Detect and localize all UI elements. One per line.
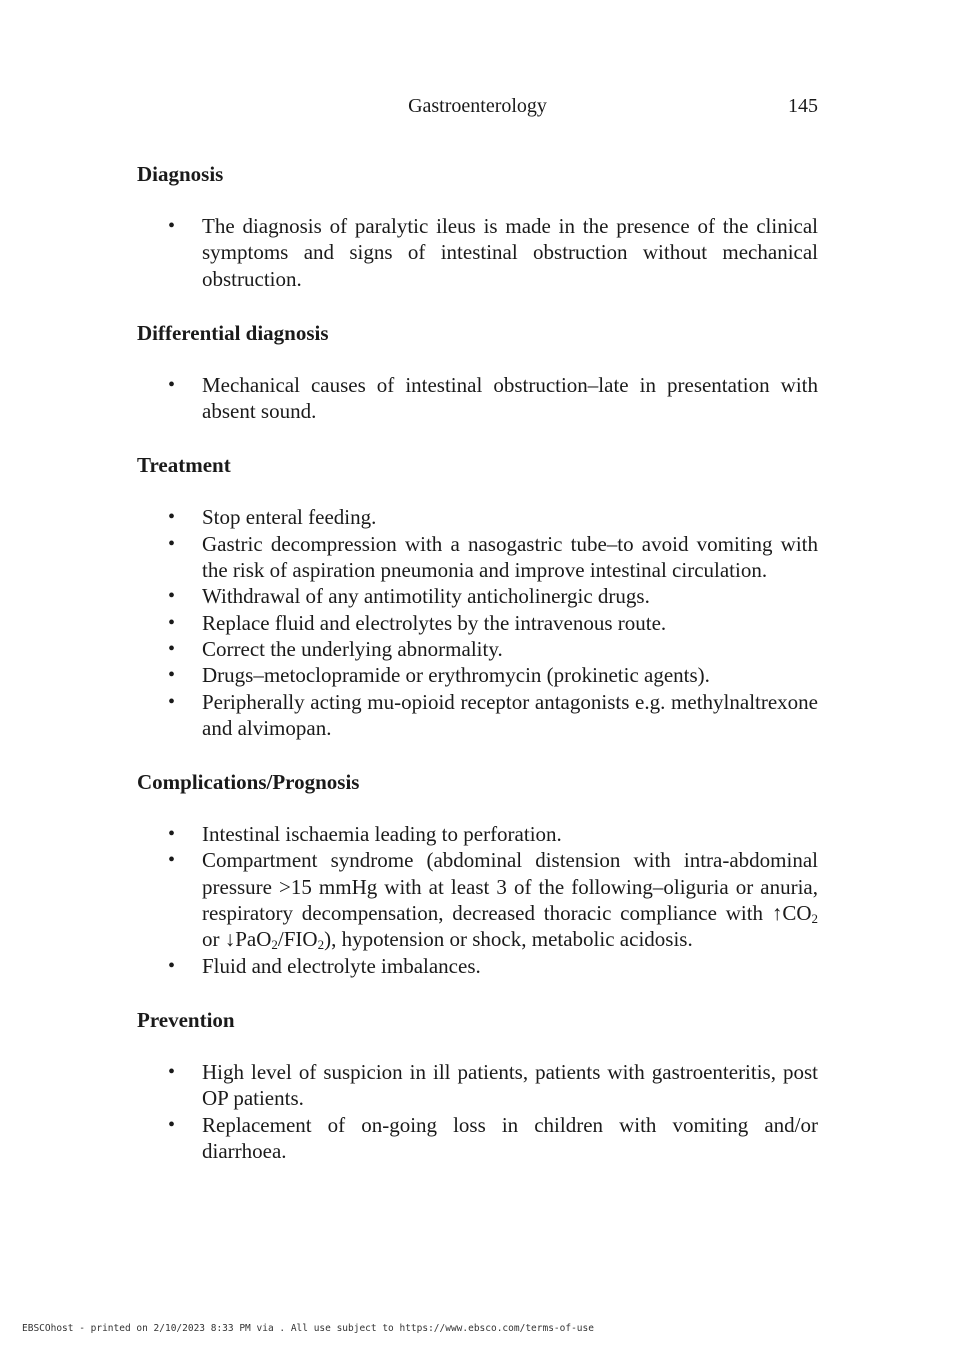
- bullet-icon: •: [168, 1060, 176, 1083]
- section-heading: Treatment: [137, 453, 231, 478]
- list-item-text: Peripherally acting mu-opioid receptor antagonists e.g. methylnaltrexone and alvimopan.: [202, 689, 818, 740]
- bullet-icon: •: [168, 532, 176, 555]
- list-item-text: Replacement of on-going loss in children with vomiting and/or diarrhoea.: [202, 1112, 818, 1163]
- bullet-icon: •: [168, 823, 176, 846]
- bullet-icon: •: [168, 664, 176, 687]
- bullet-icon: •: [168, 611, 176, 634]
- list-item-text: Fluid and electrolyte imbalances.: [202, 953, 481, 978]
- running-title: Gastroenterology: [408, 95, 547, 117]
- list-item-text: Drugs–metoclopramide or erythromycin (prokinetic agents).: [202, 663, 710, 688]
- bullet-list: [137, 213, 818, 292]
- bullet-icon: •: [168, 373, 176, 396]
- section-heading: Differential diagnosis: [137, 320, 329, 345]
- page-number: 145: [788, 95, 818, 117]
- list-item: [137, 583, 818, 609]
- list-item-text: The diagnosis of paralytic ileus is made in the presence of the clinical symptoms and signs of intestinal obstruction without mechanical obstruction.: [202, 214, 818, 291]
- bullet-icon: •: [168, 849, 176, 872]
- list-item: [137, 953, 818, 979]
- list-item-text: Stop enteral feeding.: [202, 505, 377, 530]
- section-diagnosis: [137, 160, 818, 292]
- section-complications-prognosis: [137, 768, 818, 979]
- section-heading: Complications/Prognosis: [137, 770, 360, 795]
- section-differential-diagnosis: [137, 319, 818, 425]
- list-item-text: Replace fluid and electrolytes by the intravenous route.: [202, 610, 667, 635]
- list-item: [137, 1059, 818, 1112]
- section-heading: Prevention: [137, 1007, 235, 1032]
- list-item: [137, 504, 818, 530]
- bullet-list: [137, 821, 818, 979]
- running-header: [0, 95, 955, 123]
- section-heading: Diagnosis: [137, 162, 224, 186]
- list-item: [137, 1112, 818, 1165]
- list-item: [137, 531, 818, 584]
- list-item-text: Mechanical causes of intestinal obstruction–late in presentation with absent sound.: [202, 372, 818, 424]
- bullet-icon: •: [168, 215, 176, 237]
- print-footer: EBSCOhost - printed on 2/10/2023 8:33 PM via . All use subject to https://www.ebsco.com/terms-of-use: [22, 1323, 594, 1334]
- list-item-text: High level of suspicion in ill patients, patients with gastroenteritis, post OP patients.: [202, 1059, 818, 1111]
- bullet-list: [137, 1059, 818, 1164]
- list-item-text: Correct the underlying abnormality.: [202, 636, 503, 661]
- list-item: [137, 372, 818, 425]
- section-treatment: [137, 451, 818, 741]
- bullet-icon: •: [168, 637, 176, 660]
- list-item: [137, 821, 818, 847]
- list-item-text: Intestinal ischaemia leading to perforation.: [202, 822, 562, 847]
- bullet-list: [137, 372, 818, 425]
- list-item: [137, 847, 818, 952]
- list-item-text: Gastric decompression with a nasogastric tube–to avoid vomiting with the risk of aspiration pneumonia and improve intestinal circulation.: [202, 531, 818, 583]
- list-item: [137, 213, 818, 292]
- page-content: [137, 160, 818, 1191]
- list-item: [137, 662, 818, 688]
- list-item: [137, 610, 818, 636]
- list-item-text: Withdrawal of any antimotility anticholinergic drugs.: [202, 584, 650, 609]
- list-item: [137, 636, 818, 662]
- bullet-icon: •: [168, 585, 176, 608]
- bullet-list: [137, 504, 818, 741]
- list-item-text: Compartment syndrome (abdominal distension with intra-abdominal pressure >15 mmHg with at least 3 of the following–oliguria or anuria, respiratory decompensation, decreased thoracic compliance with $↑CO_2$ or $↓PaO_2/FIO_2$), hypotension or shock, metabolic acidosis.: [202, 848, 818, 953]
- section-prevention: [137, 1006, 818, 1164]
- bullet-icon: •: [168, 690, 176, 713]
- bullet-icon: •: [168, 1113, 176, 1136]
- bullet-icon: •: [168, 954, 176, 977]
- list-item: [137, 689, 818, 742]
- bullet-icon: •: [168, 506, 176, 529]
